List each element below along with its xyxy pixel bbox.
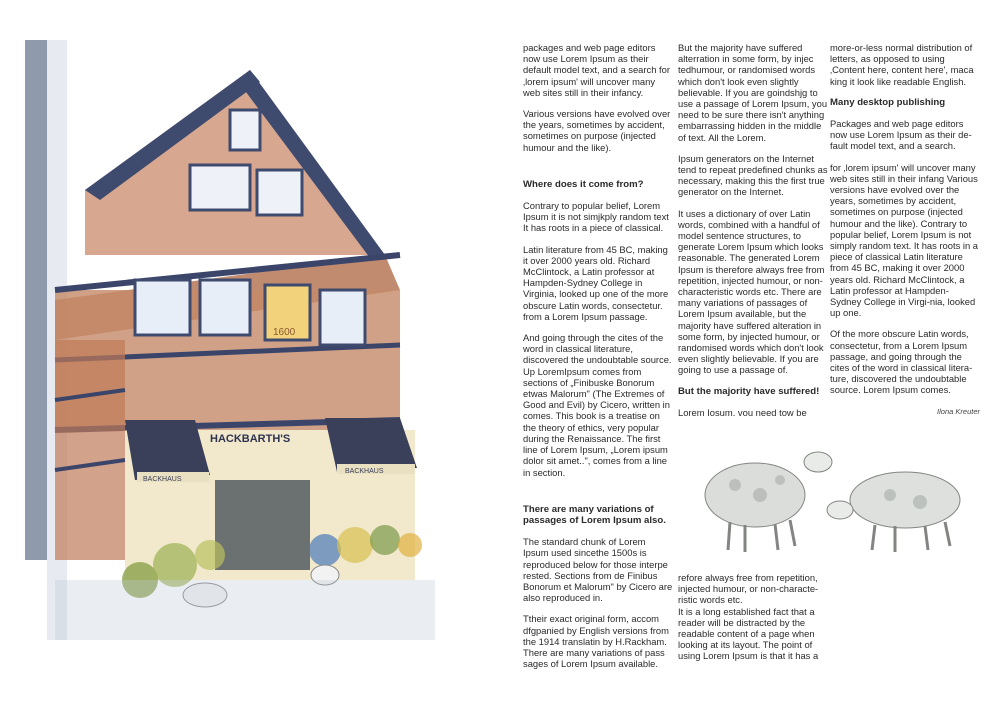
paragraph: Various versions have evolved over the years, sometimes by accident, sometimes on purpose (injected humour and the like). <box>523 108 671 153</box>
text-column-1 <box>523 42 673 679</box>
section-heading: Many desktop publishing <box>830 96 946 108</box>
section-heading: Where does it come from? <box>523 178 644 190</box>
paragraph: more-or-less normal distribution of letters, as opposed to using ‚Content here, content here', maca king it look like readable English. <box>830 42 974 87</box>
paragraph: Of the more obscure Latin words, consectetur, from a Lorem Ipsum passage, and going through the cites of the word in classical litera-ture, discovered the undoubtable source. Lorem Ipsum comes. <box>830 328 973 396</box>
section-heading: But the majority have suffered! <box>678 385 820 397</box>
paragraph: Ipsum generators on the Internet tend to repeat predefined chunks as necessary, making this the first true generator on the Internet. <box>678 152 828 198</box>
paragraph: Lorem Iosum. vou need tow be <box>678 406 807 418</box>
awning-left-text: BACKHAUS <box>143 476 182 483</box>
paragraph: Packages and web page editors now use Lorem Ipsum as their de-fault model text, and a search. <box>830 118 972 152</box>
sheep-illustration <box>700 440 975 565</box>
section-heading: There are many variations of passages of Lorem Ipsum also. <box>523 503 666 526</box>
artist-signature: Ilona Kreuter <box>937 406 980 416</box>
paragraph: Latin literature from 45 BC, making it over 2000 years old. Richard McClintock, a Latin professor at Hampden-Sydney College in Virginia, looked up one of the more obscure Latin words, consectetur. from a Lorem Ipsum passage. <box>523 243 669 322</box>
paragraph: packages and web page editors now use Lorem Ipsum as their default model text, and a search for ‚lorem ipsum' will uncover many web sites still in their infancy. <box>523 42 670 98</box>
text-column-2-continued <box>678 572 828 662</box>
paragraph: The standard chunk of Lorem Ipsum used sincethe 1500s is reproduced below for those interpe rested. Sections from de Finibus Bonorum et Malorum" by Cicero are also reproduced in. <box>523 536 673 604</box>
awning-right-text: BACKHAUS <box>345 468 384 475</box>
paragraph: refore always free from repetition, injected humour, or non-characte-ristic words etc. It is a long established fact that a reader will be distracted by the readable content of a page when looking at its layout. The point of using Lorem Ipsum is that it has a <box>678 572 819 662</box>
shop-sign: HACKBARTH'S <box>210 433 291 445</box>
watercolor-house-illustration <box>25 40 455 640</box>
house-year: 1600 <box>273 327 296 338</box>
text-column-3 <box>830 42 980 417</box>
paragraph: Contrary to popular belief, Lorem Ipsum it is not simjkply random text It has roots in a piece of classical. <box>523 200 669 234</box>
text-column-2 <box>678 42 828 428</box>
paragraph: It uses a dictionary of over Latin words, combined with a handful of model sentence structures, to generate Lorem Ipsum which looks reasonable. The generated Lorem Ipsum is therefore always free from repetition, injected humour, or non-characteristic words etc. There are many variations of passages of Lorem Ipsum available, but the majority have suffered alteration in some form, by injected humour, or randomised words which don't look even slightly believable. If you are going to use a passage of. <box>678 207 825 376</box>
paragraph: for ‚lorem ipsum' will uncover many web sites still in their infang Various versions have evolved over the years, sometimes by accident, sometimes on purpose (injected humour and the like). Contrary to popular belief, Lorem Ipsum is not simply random text. It has roots in a piece of classical Latin literature from 45 BC, making it over 2000 years old. Richard McClintock, a Latin professor at Hampden-Sydney College in Virgi-nia, looked up one. <box>830 161 978 319</box>
paragraph: Ttheir exact original form, accom dfgpanied by English versions from the 1914 translatin by H.Rackham. There are many variations of pass sages of Lorem Ipsum available. <box>523 613 669 670</box>
paragraph: But the majority have suffered alterration in some form, by injec tedhumour, or randomised words which don't look even slightly believable. If you are goindshjg to use a passage of Lorem Ipsum, you need to be sure there isn't anything embarrassing hidden in the middle of text. All the Lorem. <box>678 42 828 143</box>
paragraph: And going through the cites of the word in classical literature, discovered the undoubtable source. Up LoremIpsum comes from sections of „Finibuske Bonorum etwas Malorum" (The Extremes of Good and Evil) by Cicero, written in comes. This book is a treatise on the theory of ethics, very popular during the Renaissance. The first line of Lorem Ipsum, „Lorem ipsum dolor sit amet..", comes from a line in section. <box>523 332 672 478</box>
